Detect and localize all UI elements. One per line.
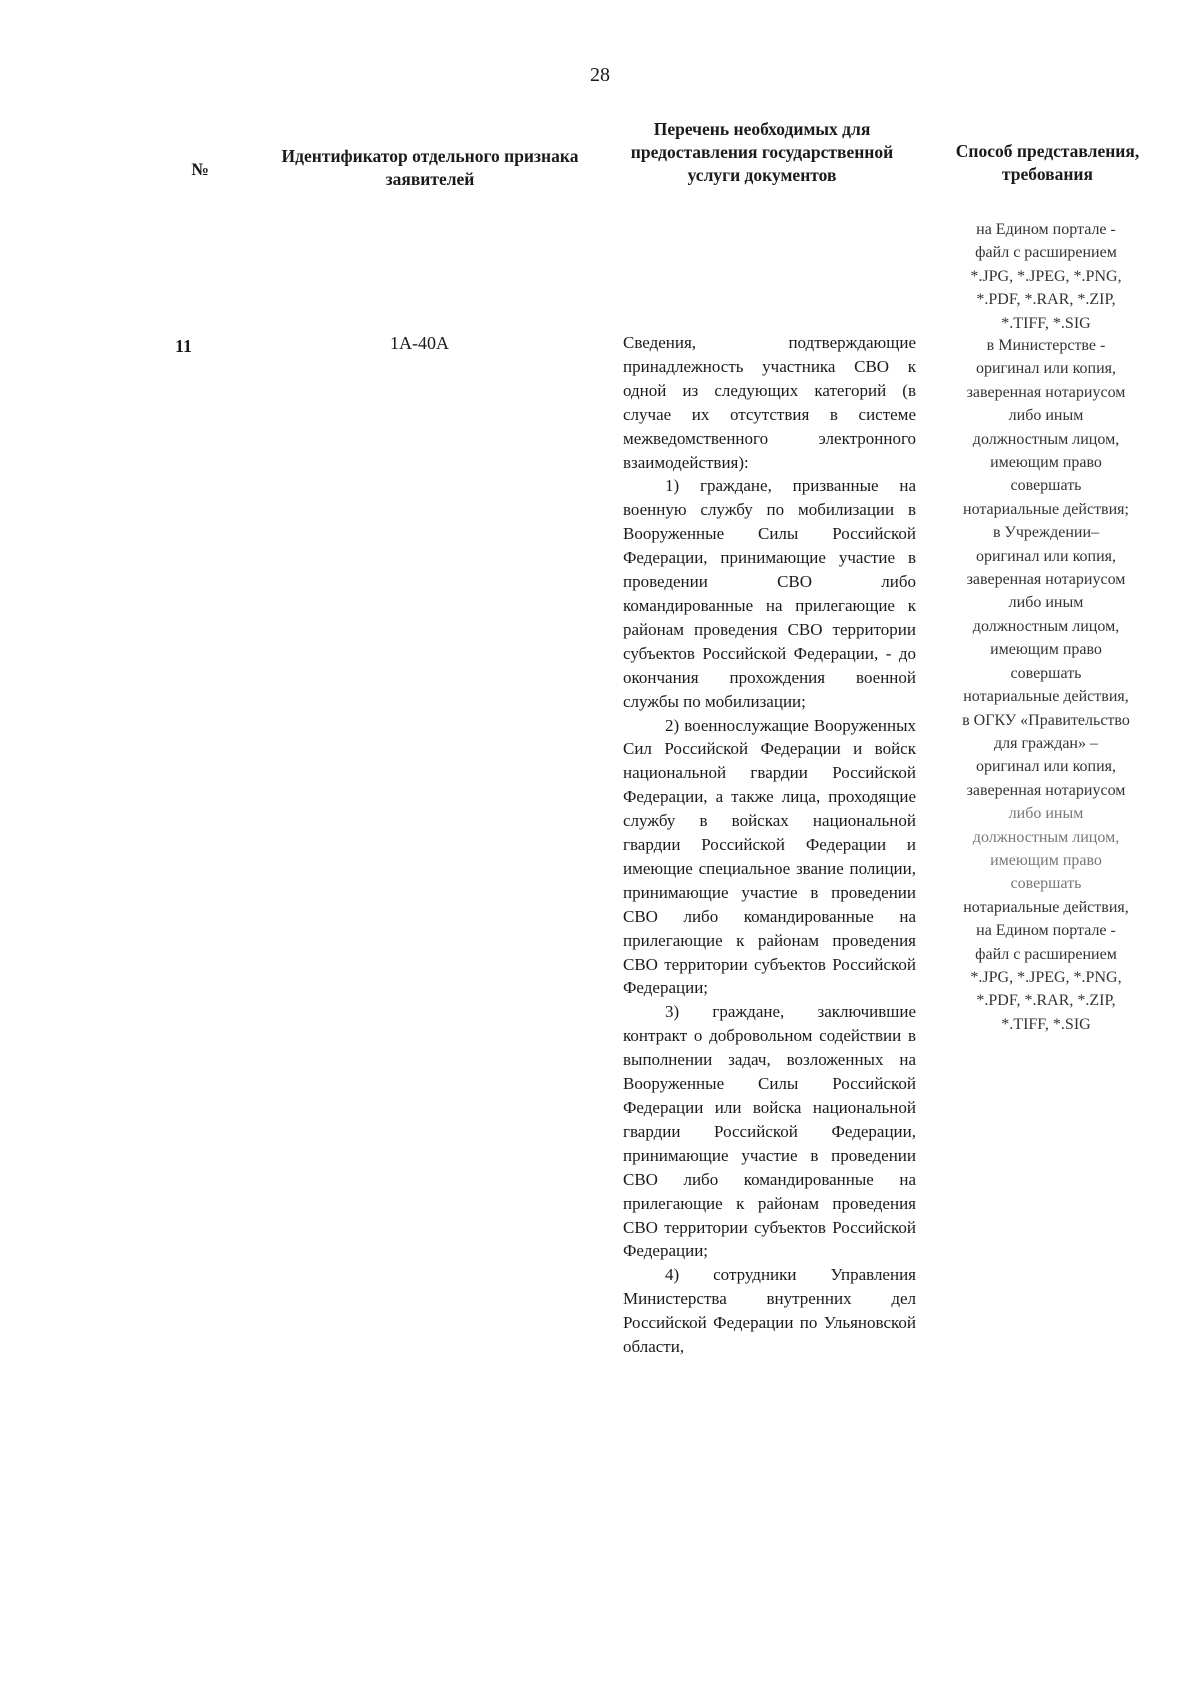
method-line: заверенная нотариусом <box>966 383 1126 401</box>
method-line: для граждан» – <box>993 734 1098 752</box>
method-line: совершать <box>1010 875 1082 893</box>
header-documents: Перечень необходимых для предоставления государственной услуги документов <box>630 119 894 185</box>
method-line: должностным лицом, <box>972 430 1120 448</box>
method-line: файл с расширением <box>975 945 1117 963</box>
method-line: на Едином портале - <box>976 922 1116 940</box>
documents-intro: Сведения, подтверждающие принадлежность участника СВО к одной из следующих категорий (в случае их отсутствия в системе межведомственного электронного взаимодействия): <box>623 333 916 472</box>
method-line: заверенная нотариусом <box>966 781 1126 799</box>
documents-cell <box>623 331 916 1359</box>
method-line: имеющим право <box>990 851 1102 869</box>
method-line: заверенная нотариусом <box>966 571 1126 589</box>
page-number: 28 <box>590 64 610 86</box>
documents-item: 2) военнослужащие Вооруженных Сил Российской Федерации и войск национальной гвардии Российской Федерации, а также лица, проходящие службу в войсках национальной гвардии Российской Федерации и имеющие специальное звание полиции, принимающие участие в проведении СВО либо командированные на прилегающие к районам проведения СВО территории субъектов Российской Федерации; <box>623 715 916 998</box>
method-line: в Учреждении– <box>992 524 1099 542</box>
method-line: в Министерстве - <box>986 337 1106 354</box>
method-line: нотариальные действия; <box>963 500 1129 518</box>
method-line: *.TIFF, *.SIG <box>1001 1015 1091 1033</box>
method-line: имеющим право <box>990 641 1102 659</box>
method-line: оригинал или копия, <box>975 547 1117 565</box>
header-number: № <box>191 159 209 179</box>
method-line: либо иным <box>1008 805 1084 823</box>
method-line: оригинал или копия, <box>975 360 1117 378</box>
method-line: на Едином портале - <box>976 221 1116 238</box>
header-method: Способ представления, требования <box>955 141 1140 184</box>
method-line: в ОГКУ «Правительство <box>962 711 1130 729</box>
documents-item: 1) граждане, призванные на военную службу по мобилизации в Вооруженные Силы Российской Федерации, принимающие участие в проведении СВО либо командированные на прилегающие к районам проведения СВО территории субъектов Российской Федерации, - до окончания прохождения военной службы по мобилизации; <box>623 476 916 711</box>
method-line: *.PDF, *.RAR, *.ZIP, <box>976 291 1116 309</box>
method-line: файл с расширением <box>975 244 1117 262</box>
method-line: имеющим право <box>990 454 1102 472</box>
row-number: 11 <box>175 336 193 356</box>
documents-item: 3) граждане, заключившие контракт о добровольном содействии в выполнении задач, возложенных на Вооруженные Силы Российской Федерации или войска национальной гвардии Российской Федерации, принимающие участие в проведении СВО либо командированные на прилегающие к районам проведения СВО территории субъектов Российской Федерации; <box>623 1002 916 1261</box>
method-line: нотариальные действия, <box>963 688 1129 706</box>
method-line: *.PDF, *.RAR, *.ZIP, <box>976 992 1116 1010</box>
method-line: должностным лицом, <box>972 828 1120 846</box>
method-line: совершать <box>1010 664 1082 682</box>
method-line: либо иным <box>1008 407 1084 425</box>
method-line: совершать <box>1010 477 1082 495</box>
method-line: нотариальные действия, <box>963 898 1129 916</box>
header-identifier: Идентификатор отдельного признака заявителей <box>281 146 579 189</box>
method-line: *.JPG, *.JPEG, *.PNG, <box>970 968 1122 986</box>
method-line: либо иным <box>1008 594 1084 612</box>
method-line: оригинал или копия, <box>975 758 1117 776</box>
documents-item: 4) сотрудники Управления Министерства внутренних дел Российской Федерации по Ульяновской области, <box>623 1265 916 1357</box>
method-line: *.JPG, *.JPEG, *.PNG, <box>970 267 1122 285</box>
continued-method-cell <box>930 218 1162 335</box>
method-line: *.TIFF, *.SIG <box>1001 314 1091 332</box>
method-cell <box>930 334 1162 1036</box>
row-identifier: 1А-40А <box>390 333 449 353</box>
method-line: должностным лицом, <box>972 617 1120 635</box>
